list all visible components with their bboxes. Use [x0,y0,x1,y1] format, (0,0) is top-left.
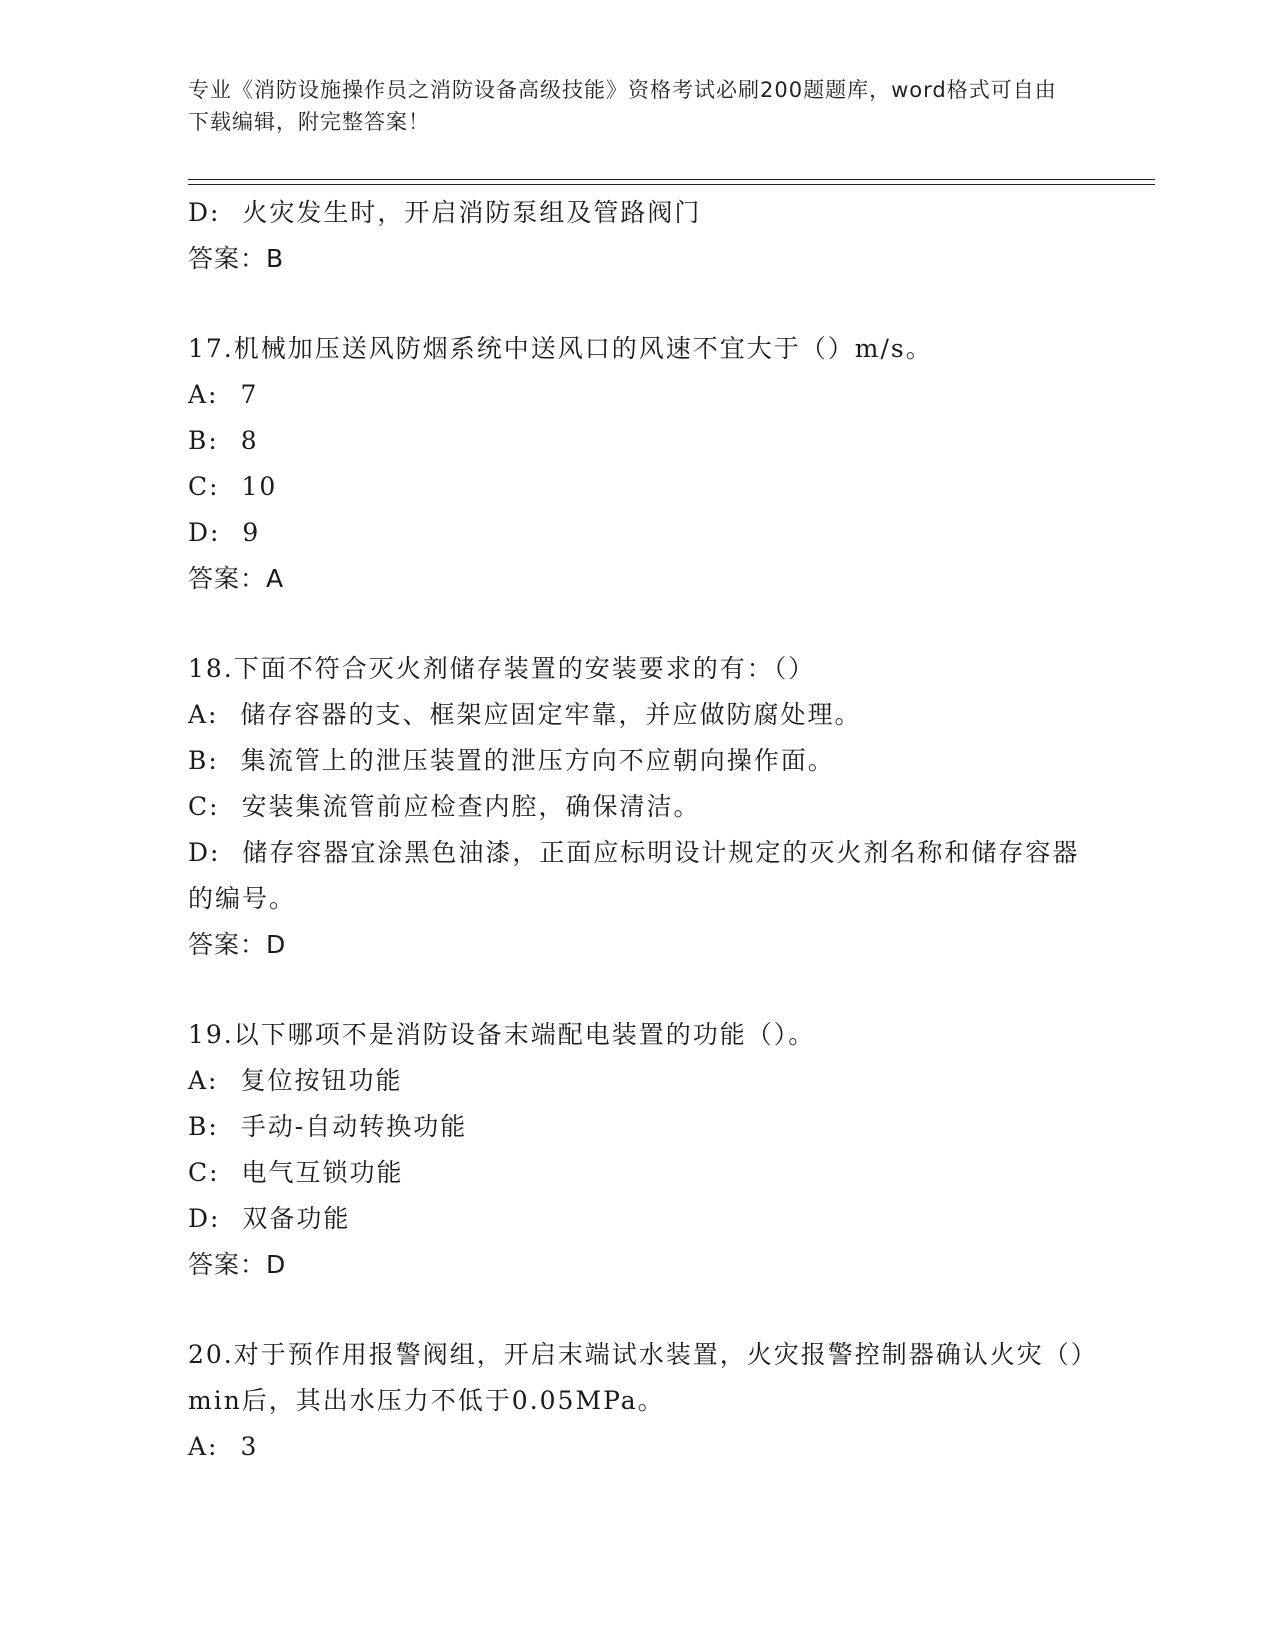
question-block [188,646,1088,968]
question-block [188,190,1088,282]
header-divider-top [188,179,1155,180]
option-key: D: [188,518,221,547]
option-row [188,1196,1088,1242]
option-text: 双备功能 [242,1204,351,1233]
option-key: C: [188,1158,220,1187]
answer-line: 答案：D [188,1250,287,1279]
option-row [188,1150,1088,1196]
option-key: D: [188,1204,221,1233]
option-key: D: [188,198,221,227]
option-text: 7 [240,380,259,409]
question-list [188,190,1088,1470]
option-text: 手动-自动转换功能 [240,1112,468,1141]
option-row [188,692,1088,738]
header-divider-bottom [188,184,1155,185]
question-block [188,326,1088,602]
question-text: 18.下面不符合灭火剂储存装置的安装要求的有：（） [188,654,816,683]
question-block [188,1012,1088,1288]
option-text: 储存容器的支、框架应固定牢靠，并应做防腐处理。 [240,700,862,729]
question-text: 20.对于预作用报警阀组，开启末端试水装置，火灾报警控制器确认火灾（）min后，其出水压力不低于0.05MPa。 [188,1340,1086,1415]
option-key: A: [188,1066,219,1095]
option-row [188,372,1088,418]
option-key: A: [188,380,219,409]
answer-line: 答案：A [188,564,285,593]
option-text: 电气互锁功能 [241,1158,404,1187]
option-key: D: [188,838,221,867]
option-key: A: [188,700,219,729]
option-key: C: [188,792,220,821]
option-row [188,1058,1088,1104]
option-text: 火灾发生时，开启消防泵组及管路阀门 [242,198,702,227]
option-row [188,1424,1088,1470]
question-text: 17.机械加压送风防烟系统中送风口的风速不宜大于（）m/s。 [188,334,933,363]
option-row [188,738,1088,784]
option-row [188,510,1088,556]
option-text: 安装集流管前应检查内腔，确保清洁。 [241,792,701,821]
option-text: 复位按钮功能 [240,1066,403,1095]
question-block [188,1332,1088,1470]
option-row [188,464,1088,510]
option-text: 10 [241,472,278,501]
option-key: A: [188,1432,219,1461]
option-text: 集流管上的泄压装置的泄压方向不应朝向操作面。 [240,746,835,775]
option-key: B: [188,1112,219,1141]
answer-line: 答案：B [188,244,285,273]
option-row [188,784,1088,830]
option-text: 3 [240,1432,259,1461]
option-key: B: [188,746,219,775]
option-row [188,1104,1088,1150]
option-row [188,190,1088,236]
option-key: C: [188,472,220,501]
option-text: 8 [240,426,259,455]
option-row [188,418,1088,464]
option-key: B: [188,426,219,455]
option-text: 9 [242,518,261,547]
document-header: 专业《消防设施操作员之消防设备高级技能》资格考试必刷200题题库，word格式可自由下载编辑，附完整答案！ [188,78,1057,134]
question-text: 19.以下哪项不是消防设备末端配电装置的功能（）。 [188,1020,816,1049]
option-text: 储存容器宜涂黑色油漆，正面应标明设计规定的灭火剂名称和储存容器的编号。 [188,838,1080,913]
answer-line: 答案：D [188,930,287,959]
option-row [188,830,1088,922]
